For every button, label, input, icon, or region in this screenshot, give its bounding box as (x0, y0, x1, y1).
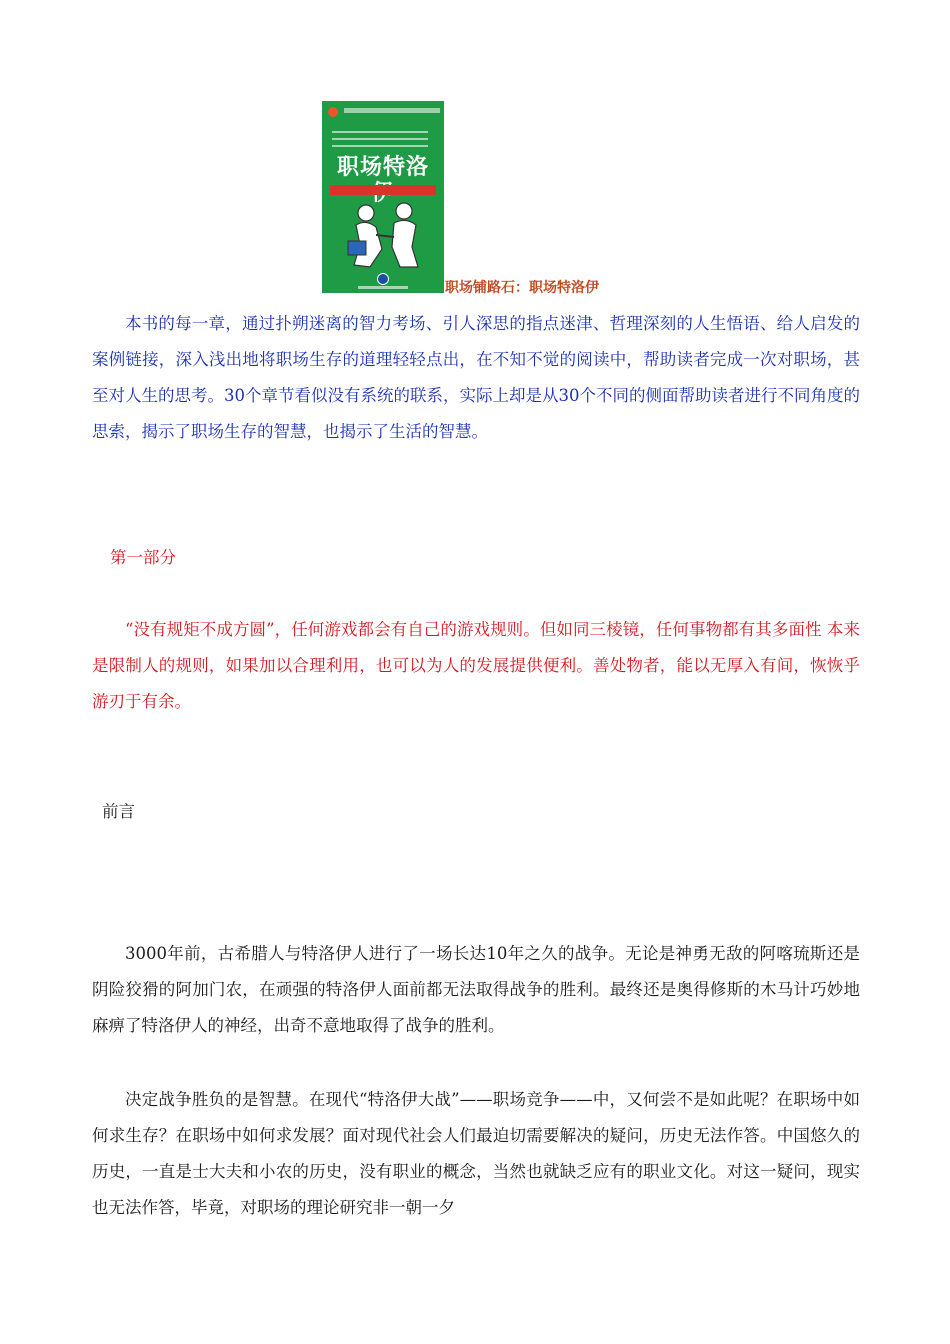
cover-title: 职场特洛 (336, 155, 429, 180)
publisher-logo-icon (377, 273, 389, 285)
cover-badge-icon (328, 107, 338, 117)
part-heading: 第一部分 (110, 548, 176, 567)
preface-heading: 前言 (102, 802, 135, 821)
intro-paragraph: 本书的每一章，通过扑朔迷离的智力考场、引人深思的指点迷津、哲理深刻的人生悟语、给人启发的案例链接，深入浅出地将职场生存的道理轻轻点出，在不知不觉的阅读中，帮助读者完成一次对职场，甚至对人生的思考。30个章节看似没有系统的联系，实际上却是从30个不同的侧面帮助读者进行不同角度的思索，揭示了职场生存的智慧，也揭示了生活的智慧。 (92, 314, 860, 441)
cover-blurb-line (332, 131, 428, 133)
part-paragraph: “没有规矩不成方圆”，任何游戏都会有自己的游戏规则。但如同三棱镜，任何事物都有其多面性 本来是限制人的规则，如果加以合理利用，也可以为人的发展提供便利。善处物者，能以无厚入有间，恢恢乎游刃于有余。 (92, 620, 860, 711)
cover-blurb-line (332, 145, 428, 147)
publisher-name (358, 286, 408, 289)
cover-blurb-line (332, 138, 428, 140)
cover-red-band (330, 185, 436, 195)
cover-tagline (344, 108, 440, 113)
cover-illustration-icon (336, 201, 432, 273)
preface-paragraph-1: 3000年前，古希腊人与特洛伊人进行了一场长达10年之久的战争。无论是神勇无敌的阿喀琉斯还是阴险狡猾的阿加门农，在顽强的特洛伊人面前都无法取得战争的胜利。最终还是奥得修斯的木马计巧妙地麻痹了特洛伊人的神经，出奇不意地取得了战争的胜利。 (92, 944, 860, 1035)
cover-caption: 职场铺路石：职场特洛伊 (445, 280, 599, 296)
book-cover-image (322, 101, 444, 293)
preface-paragraph-2: 决定战争胜负的是智慧。在现代“特洛伊大战”——职场竞争——中，又何尝不是如此呢？在职场中如何求生存？在职场中如何求发展？面对现代社会人们最迫切需要解决的疑问，历史无法作答。中国悠久的历史，一直是士大夫和小农的历史，没有职业的概念，当然也就缺乏应有的职业文化。对这一疑问，现实也无法作答，毕竟，对职场的理论研究非一朝一夕 (92, 1090, 860, 1217)
